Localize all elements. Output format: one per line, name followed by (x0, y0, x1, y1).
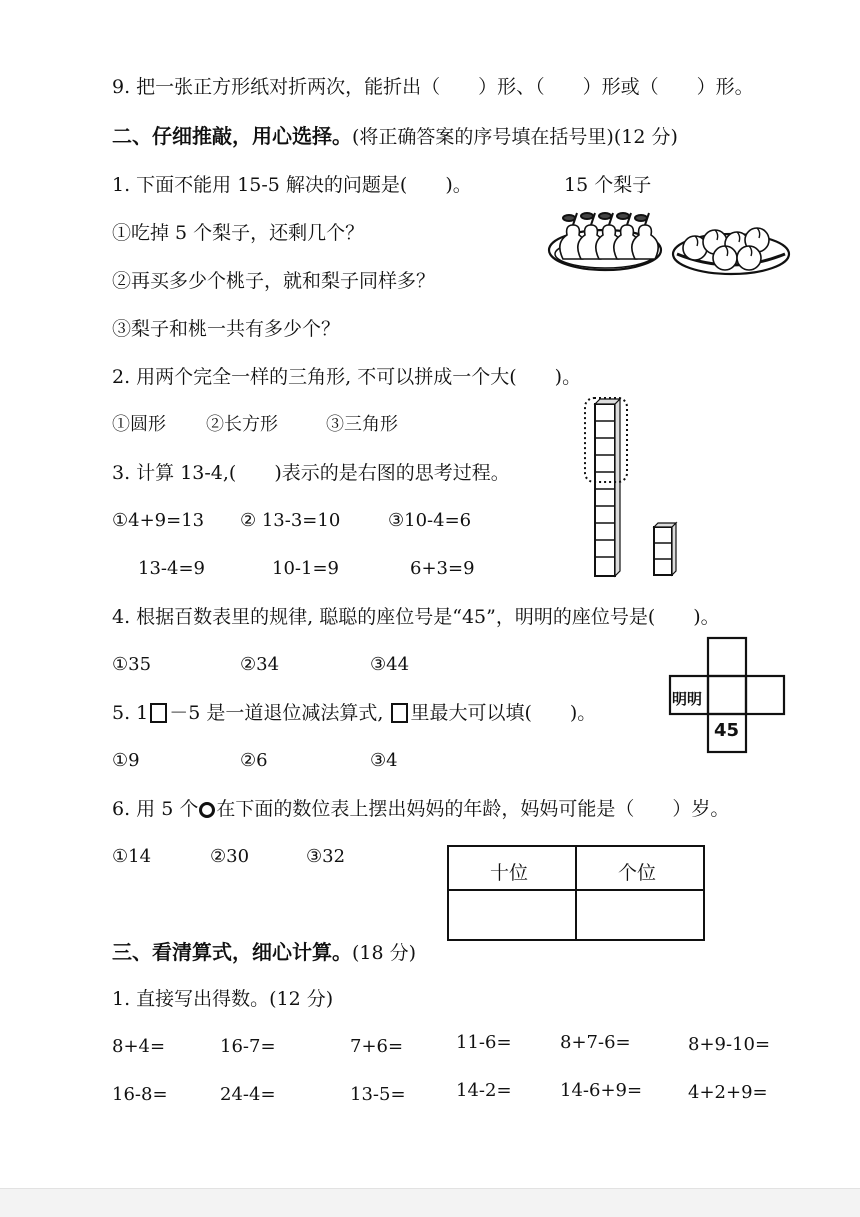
q5-stem (112, 702, 596, 725)
q2-stem: 2. 用两个完全一样的三角形, 不可以拼成一个大( )。 (112, 366, 582, 388)
q6-stem-part2: 在下面的数位表上摆出妈妈的年龄，妈妈可能是（ ）岁。 (216, 798, 730, 820)
q4-option-3: ③44 (370, 654, 410, 675)
q3-option-1b: 13-4=9 (138, 558, 205, 579)
q6-stem (112, 798, 729, 821)
q5-stem-part3: 里最大可以填( )。 (410, 702, 597, 724)
section2-heading (112, 124, 678, 149)
q6-option-3: ③32 (306, 846, 346, 867)
calc-item: 11-6= (456, 1032, 512, 1053)
q1-option-2: ②再买多少个桃子，就和梨子同样多？ (112, 270, 436, 292)
blank-box-icon (391, 703, 408, 723)
calc-item: 13-5= (350, 1084, 406, 1105)
grid-label-45: 45 (714, 720, 740, 741)
place-value-table (446, 844, 708, 944)
table-header-ones: 个位 (618, 862, 657, 884)
pear-plate (549, 213, 661, 270)
q2-option-2: ②长方形 (206, 414, 278, 435)
ten-rod (595, 399, 620, 576)
q5-option-1: ①9 (112, 750, 140, 771)
calc-item: 7+6= (350, 1036, 404, 1057)
blank-box-icon (150, 703, 167, 723)
q4-option-2: ②34 (240, 654, 280, 675)
q2-option-3: ③三角形 (326, 414, 398, 435)
section2-title: 二、仔细推敲，用心选择。 (112, 124, 352, 148)
calc-item: 16-7= (220, 1036, 276, 1057)
q3-stem: 3. 计算 13-4,( )表示的是右图的思考过程。 (112, 462, 510, 484)
section3-note: (18 分) (352, 942, 417, 964)
s3-q1-stem: 1. 直接写出得数。(12 分) (112, 988, 334, 1010)
q5-option-3: ③4 (370, 750, 398, 771)
q5-stem-part1: 5. 1 (112, 702, 149, 724)
counting-blocks-illustration (580, 396, 680, 582)
q1-stem: 1. 下面不能用 15-5 解决的问题是( )。 (112, 174, 472, 196)
calc-item: 8+9-10= (688, 1034, 771, 1055)
calc-item: 16-8= (112, 1084, 168, 1105)
calc-item: 4+2+9= (688, 1082, 768, 1103)
q6-option-2: ②30 (210, 846, 250, 867)
section3-title: 三、看清算式，细心计算。 (112, 940, 352, 964)
q2-option-1: ①圆形 (112, 414, 166, 435)
q1-option-3: ③梨子和桃一共有多少个？ (112, 318, 341, 340)
q9-text: 9. 把一张正方形纸对折两次，能折出（ ）形、（ ）形或（ ）形。 (112, 76, 754, 98)
q3-option-2b: 10-1=9 (272, 558, 339, 579)
grid-label-mingming: 明明 (672, 690, 703, 708)
q1-image-label: 15 个梨子 (564, 174, 652, 196)
fruit-plates-illustration (545, 204, 795, 284)
table-header-tens: 十位 (490, 862, 529, 884)
counter-circle-icon (199, 802, 215, 818)
bottom-edge-strip (0, 1188, 860, 1217)
calc-item: 8+4= (112, 1036, 166, 1057)
q5-option-2: ②6 (240, 750, 268, 771)
q3-option-2a: ② 13-3=10 (240, 510, 341, 531)
three-unit-cubes (654, 523, 676, 575)
q4-option-1: ①35 (112, 654, 152, 675)
q5-stem-part2: －5 是一道退位减法算式, (169, 702, 384, 724)
calc-item: 14-6+9= (560, 1080, 643, 1101)
q4-stem: 4. 根据百数表里的规律, 聪聪的座位号是“45”，明明的座位号是( )。 (112, 606, 720, 628)
peach-plate (673, 228, 789, 274)
calc-item: 8+7-6= (560, 1032, 631, 1053)
q1-option-1: ①吃掉 5 个梨子，还剩几个？ (112, 222, 365, 244)
q3-option-3b: 6+3=9 (410, 558, 475, 579)
section3-heading (112, 940, 416, 965)
q3-option-1a: ①4+9=13 (112, 510, 205, 531)
section2-note: (将正确答案的序号填在括号里)(12 分) (352, 126, 678, 148)
q6-stem-part1: 6. 用 5 个 (112, 798, 199, 820)
calc-item: 14-2= (456, 1080, 512, 1101)
q3-option-3a: ③10-4=6 (388, 510, 472, 531)
q6-option-1: ①14 (112, 846, 152, 867)
calc-item: 24-4= (220, 1084, 276, 1105)
